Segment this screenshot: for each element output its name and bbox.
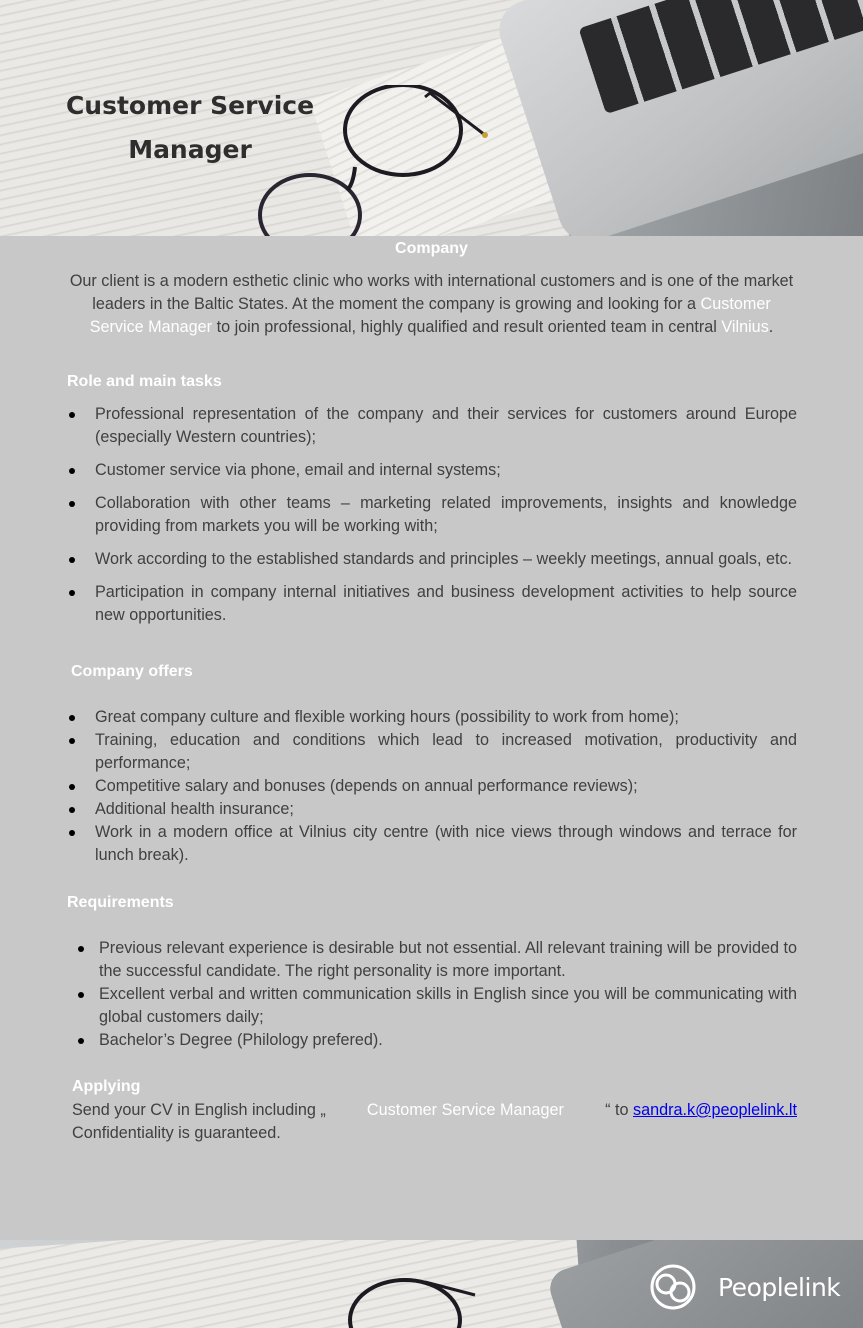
company-text-3: . xyxy=(768,318,774,336)
peoplelink-logo-icon xyxy=(648,1262,698,1312)
list-item: Professional representation of the company and their services for customers around Europe (especially Western countries); xyxy=(68,403,797,449)
applying-line xyxy=(72,1099,797,1122)
email-link[interactable]: sandra.k@peoplelink.lt xyxy=(632,1101,797,1119)
list-item: Competitive salary and bonuses (depends on annual performance reviews); xyxy=(68,775,797,798)
list-item: Excellent verbal and written communication skills in English since you will be communicating with global customers daily; xyxy=(72,983,797,1029)
page-title xyxy=(60,84,320,172)
title-line-2: Manager xyxy=(128,135,252,164)
list-item: Collaboration with other teams – marketing related improvements, insights and knowledge providing from markets you will be working with; xyxy=(68,492,797,538)
applying-text-1: Send your CV in English including „ xyxy=(72,1101,326,1119)
company-heading: Company xyxy=(395,240,468,257)
offers-heading: Company offers xyxy=(71,663,193,680)
role-list xyxy=(68,403,797,627)
requirements-heading: Requirements xyxy=(67,894,174,911)
offers-list xyxy=(68,706,797,867)
company-text-2: to join professional, highly qualified and result oriented team in central xyxy=(212,318,722,336)
list-item: Work in a modern office at Vilnius city centre (with nice views through windows and terrace for lunch break). xyxy=(68,821,797,867)
title-line-1: Customer Service xyxy=(65,91,315,120)
confidentiality-note: Confidentiality is guaranteed. xyxy=(72,1124,281,1142)
applying-position-name: Customer Service Manager xyxy=(366,1101,564,1119)
peoplelink-brand-name: Peoplelink xyxy=(718,1272,841,1302)
list-item: Bachelor’s Degree (Philology prefered). xyxy=(72,1029,797,1052)
list-item: Training, education and conditions which lead to increased motivation, productivity and performance; xyxy=(68,729,797,775)
applying-text xyxy=(72,1099,797,1145)
peoplelink-logo xyxy=(648,1262,840,1312)
company-text-1: Our client is a modern esthetic clinic who works with international customers and is one of the market leaders in the Baltic States. At the moment the company is growing and looking for a xyxy=(69,272,794,313)
list-item: Great company culture and flexible working hours (possibility to work from home); xyxy=(68,706,797,729)
list-item: Previous relevant experience is desirable but not essential. All relevant training will be provided to the successful candidate. The right personality is more important. xyxy=(72,937,797,983)
company-description xyxy=(68,270,795,339)
city-name: Vilnius xyxy=(721,318,769,336)
role-heading: Role and main tasks xyxy=(67,373,222,390)
list-item: Participation in company internal initiatives and business development activities to help source new opportunities. xyxy=(68,581,797,627)
position-name: Customer Service Manager xyxy=(89,295,771,336)
applying-text-2: “ to xyxy=(605,1101,633,1119)
requirements-list xyxy=(72,937,797,1052)
list-item: Work according to the established standards and principles – weekly meetings, annual goals, etc. xyxy=(68,548,797,571)
list-item: Customer service via phone, email and internal systems; xyxy=(68,459,797,482)
eyeglasses-icon xyxy=(345,1270,485,1328)
applying-heading: Applying xyxy=(72,1078,141,1095)
header-photo xyxy=(0,0,863,236)
document-paper-image xyxy=(0,1240,584,1328)
list-item: Additional health insurance; xyxy=(68,798,797,821)
